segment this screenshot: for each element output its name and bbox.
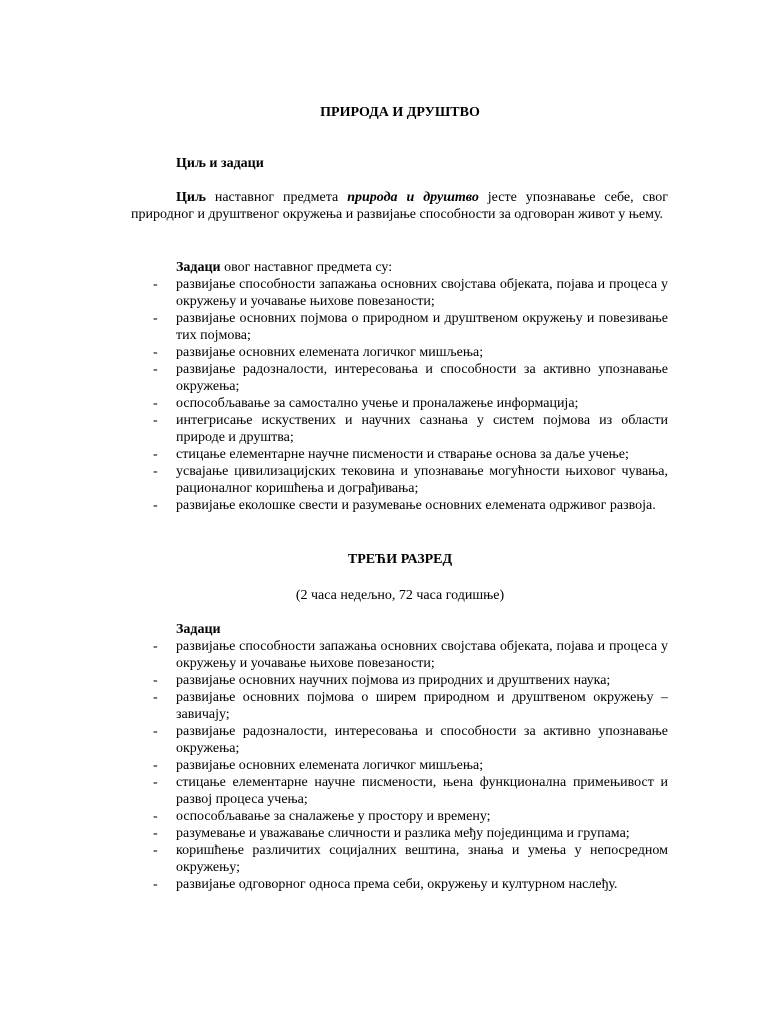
list-item: - развијање основних елемената логичког мишљења; [176,344,668,361]
list-item: - стицање елементарне научне писмености и стварање основа за даље учење; [176,446,668,463]
list-item: - стицање елементарне научне писмености, њена функционална примењивост и развој процеса учења; [176,774,668,808]
hours-note: (2 часа недељно, 72 часа годишње) [295,588,505,603]
tasks-intro-rest: овог наставног предмета су: [224,260,393,275]
list-item: - развијање основних појмова о ширем природном и друштвеном окружењу – завичају; [176,689,668,723]
list-item: - оспособљавање за самостално учење и проналажење информација; [176,395,668,412]
grade-tasks-list [176,638,668,893]
list-item: - развијање способности запажања основних својстава објеката, појава и процеса у окружењу и уочавање њихове повезаности; [176,276,668,310]
list-item: - усвајање цивилизацијских тековина и упознавање могућности њиховог чувања, рационалног коришћења и дограђивања; [176,463,668,497]
goal-text-before: наставног предмета [214,190,339,205]
tasks-intro [176,259,392,276]
list-item: - развијање одговорног односа према себи, окружењу и културном наслеђу. [176,876,668,893]
list-item: - развијање еколошке свести и разумевање основних елемената одрживог развоја. [176,497,668,514]
list-item: - развијање основних научних појмова из природних и друштвених наука; [176,672,668,689]
list-item: - оспособљавање за сналажење у простору и времену; [176,808,668,825]
list-item: - развијање основних појмова о природном и друштвеном окружењу и повезивање тих појмова; [176,310,668,344]
list-item: - коришћење различитих социјалних вештина, знања и умења у непосредном окружењу; [176,842,668,876]
grade-tasks-heading: Задаци [176,622,221,637]
grade-title: ТРЕЋИ РАЗРЕД [347,552,453,567]
list-item: - развијање радозналости, интересовања и способности за активно упознавање окружења; [176,723,668,757]
list-item: - разумевање и уважавање сличности и разлика међу појединцима и групама; [176,825,668,842]
list-item: - развијање радозналости, интересовања и способности за активно упознавање окружења; [176,361,668,395]
goal-heading: Циљ и задаци [176,156,264,171]
tasks-list [176,276,668,514]
document-title: ПРИРОДА И ДРУШТВО [320,105,480,120]
list-item: - развијање способности запажања основних својстава објеката, појава и процеса у окружењу и уочавање њихове повезаности; [176,638,668,672]
goal-text-after: јесте упознавање себе, свог природног и друштвеног окружења и развијање способности за одговоран живот у њему. [131,190,669,222]
goal-paragraph [131,189,668,223]
goal-word: Циљ [176,190,206,205]
subject-name: природа и друштво [347,190,479,205]
list-item: - интегрисање искуствених и научних сазнања у систем појмова из области природе и друштва; [176,412,668,446]
list-item: - развијање основних елемената логичког мишљења; [176,757,668,774]
tasks-word: Задаци [176,260,221,275]
